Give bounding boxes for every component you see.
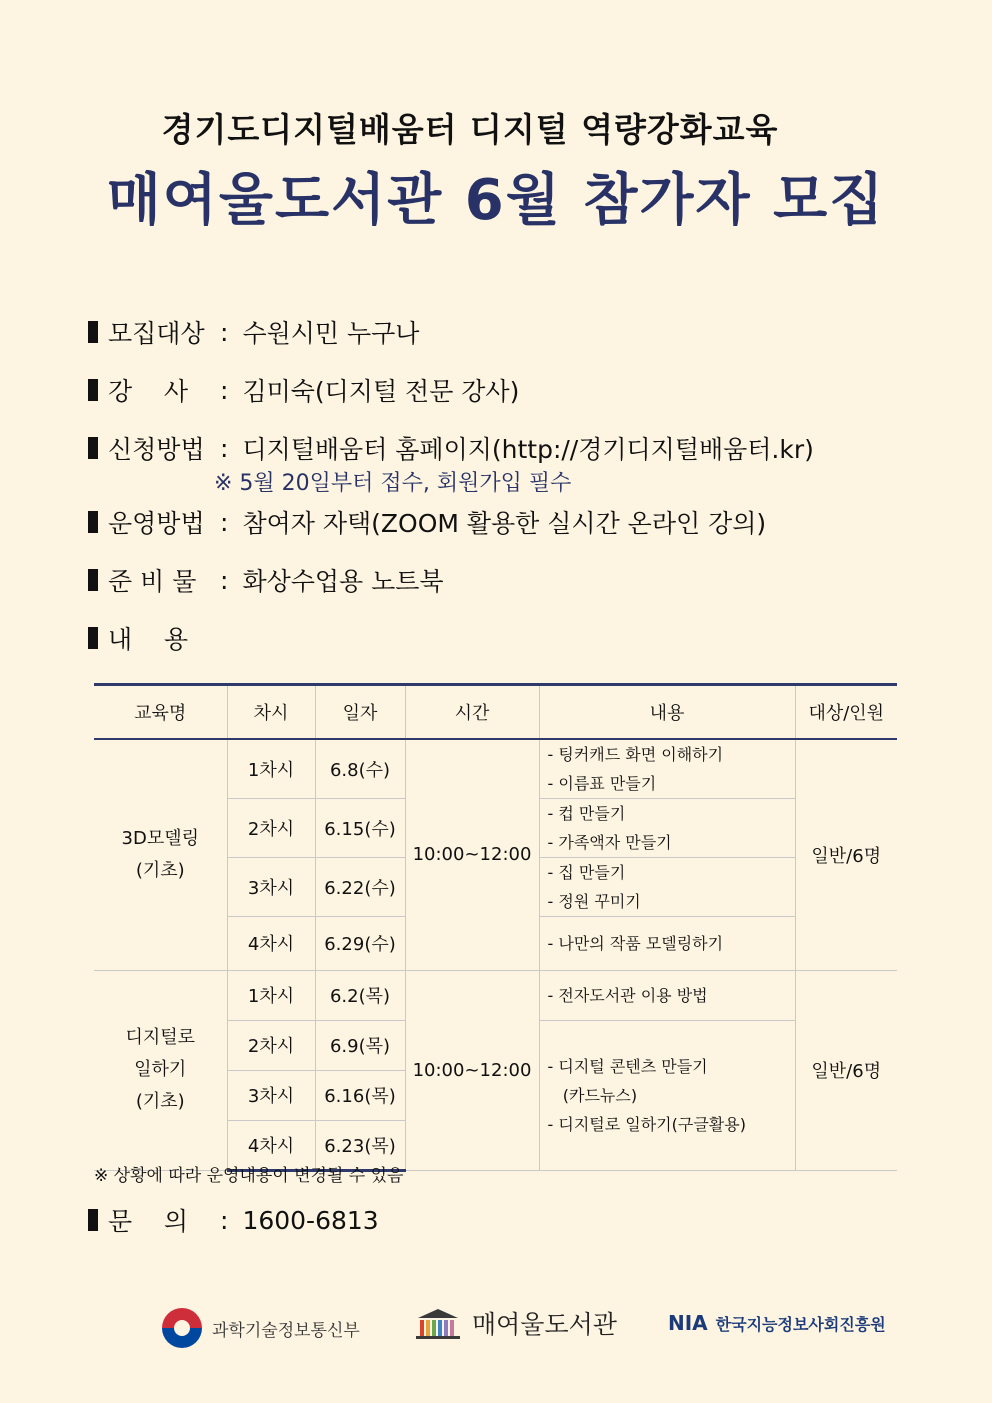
session-date: 6.9(목) bbox=[315, 1020, 405, 1070]
course-name-line: (기초) bbox=[135, 1091, 185, 1112]
info-contact bbox=[88, 1202, 379, 1238]
header-time: 시간 bbox=[405, 685, 539, 739]
nia-logo bbox=[668, 1311, 886, 1335]
library-building-icon bbox=[412, 1306, 464, 1340]
info-value: 수원시민 누구나 bbox=[242, 319, 420, 348]
info-apply bbox=[88, 430, 814, 466]
info-value: 디지털배움터 홈페이지(http://경기디지털배움터.kr) bbox=[242, 435, 814, 464]
info-label: 신청방법 bbox=[108, 435, 205, 464]
session-no: 1차시 bbox=[227, 739, 315, 799]
content-line: - 이름표 만들기 bbox=[547, 773, 657, 793]
bullet-mark bbox=[88, 437, 98, 459]
colon: : bbox=[220, 433, 229, 463]
contact-phone: 1600-6813 bbox=[242, 1205, 379, 1235]
info-label: 강 사 bbox=[108, 377, 189, 406]
session-date: 6.8(수) bbox=[315, 739, 405, 799]
course-name-line: 3D모델링 bbox=[121, 827, 199, 849]
table-row bbox=[94, 970, 897, 1020]
library-logo-text: 매여울도서관 bbox=[472, 1310, 617, 1339]
info-label: 내 용 bbox=[108, 625, 189, 654]
course-name-line: 일하기 bbox=[134, 1059, 187, 1080]
footnote: ※ 상황에 따라 운영내용이 변경될 수 있음 bbox=[94, 1166, 404, 1186]
session-content bbox=[539, 1020, 795, 1170]
colon: : bbox=[220, 1205, 229, 1235]
info-value: 김미숙(디지털 전문 강사) bbox=[242, 377, 520, 406]
info-operation bbox=[88, 504, 766, 540]
session-no: 4차시 bbox=[227, 1120, 315, 1170]
header-session: 차시 bbox=[227, 685, 315, 739]
content-line: - 디지털 콘텐츠 만들기 bbox=[547, 1056, 708, 1076]
colon: : bbox=[220, 565, 229, 595]
library-logo bbox=[412, 1305, 617, 1341]
info-supplies bbox=[88, 562, 444, 598]
info-value: 화상수업용 노트북 bbox=[242, 567, 444, 596]
header-course: 교육명 bbox=[94, 685, 227, 739]
content-line: - 팅커캐드 화면 이해하기 bbox=[547, 744, 724, 764]
bullet-mark bbox=[88, 627, 98, 649]
session-content bbox=[539, 857, 795, 916]
table-header-row bbox=[94, 685, 897, 739]
info-content-heading bbox=[88, 620, 206, 656]
session-content: - 전자도서관 이용 방법 bbox=[539, 970, 795, 1020]
colon: : bbox=[220, 317, 229, 347]
info-value: 참여자 자택(ZOOM 활용한 실시간 온라인 강의) bbox=[242, 509, 767, 538]
content-line: - 디지털로 일하기(구글활용) bbox=[547, 1114, 746, 1134]
session-date: 6.15(수) bbox=[315, 798, 405, 857]
footer-logos bbox=[0, 1303, 992, 1353]
msit-logo bbox=[162, 1308, 360, 1348]
session-time: 10:00~12:00 bbox=[405, 970, 539, 1170]
session-no: 2차시 bbox=[227, 1020, 315, 1070]
session-content bbox=[539, 739, 795, 799]
content-line: - 집 만들기 bbox=[547, 862, 626, 882]
content-line: - 컵 만들기 bbox=[547, 803, 626, 823]
info-label: 준 비 물 bbox=[108, 567, 197, 596]
info-label: 운영방법 bbox=[108, 509, 205, 538]
bullet-mark bbox=[88, 569, 98, 591]
colon: : bbox=[220, 375, 229, 405]
schedule-table bbox=[94, 683, 897, 1172]
session-date: 6.16(목) bbox=[315, 1070, 405, 1120]
info-target bbox=[88, 314, 419, 350]
course-name-line: 디지털로 bbox=[125, 1027, 196, 1048]
session-no: 3차시 bbox=[227, 1070, 315, 1120]
info-instructor bbox=[88, 372, 519, 408]
content-line: - 가족액자 만들기 bbox=[547, 832, 672, 852]
msit-logo-text: 과학기술정보통신부 bbox=[212, 1320, 360, 1341]
bullet-mark bbox=[88, 379, 98, 401]
subtitle: 경기도디지털배움터 디지털 역량강화교육 bbox=[161, 110, 779, 149]
nia-name: 한국지능정보사회진흥원 bbox=[715, 1314, 886, 1334]
session-date: 6.23(목) bbox=[315, 1120, 405, 1170]
content-line: - 나만의 작품 모델링하기 bbox=[547, 933, 724, 953]
session-content bbox=[539, 916, 795, 970]
session-no: 3차시 bbox=[227, 857, 315, 916]
apply-note: ※ 5월 20일부터 접수, 회원가입 필수 bbox=[214, 471, 572, 496]
session-target: 일반/6명 bbox=[795, 970, 897, 1170]
session-no: 2차시 bbox=[227, 798, 315, 857]
session-date: 6.29(수) bbox=[315, 916, 405, 970]
session-date: 6.22(수) bbox=[315, 857, 405, 916]
course-name-line: (기초) bbox=[135, 859, 185, 881]
bullet-mark bbox=[88, 321, 98, 343]
session-target: 일반/6명 bbox=[795, 739, 897, 971]
bullet-mark bbox=[88, 1209, 98, 1231]
info-label: 문 의 bbox=[108, 1207, 189, 1236]
taegeuk-icon bbox=[162, 1308, 202, 1348]
header-date: 일자 bbox=[315, 685, 405, 739]
header-content: 내용 bbox=[539, 685, 795, 739]
bullet-mark bbox=[88, 511, 98, 533]
content-line: (카드뉴스) bbox=[547, 1085, 638, 1105]
table-row bbox=[94, 739, 897, 799]
content-line: - 정원 꾸미기 bbox=[547, 891, 641, 911]
session-content bbox=[539, 798, 795, 857]
course-name bbox=[94, 739, 227, 971]
colon: : bbox=[220, 507, 229, 537]
session-no: 4차시 bbox=[227, 916, 315, 970]
nia-mark: NIA bbox=[668, 1311, 708, 1335]
session-time: 10:00~12:00 bbox=[405, 739, 539, 971]
page-title: 매여울도서관 6월 참가자 모집 bbox=[106, 168, 886, 233]
info-label: 모집대상 bbox=[108, 319, 205, 348]
course-name bbox=[94, 970, 227, 1170]
session-date: 6.2(목) bbox=[315, 970, 405, 1020]
header-target: 대상/인원 bbox=[795, 685, 897, 739]
session-no: 1차시 bbox=[227, 970, 315, 1020]
